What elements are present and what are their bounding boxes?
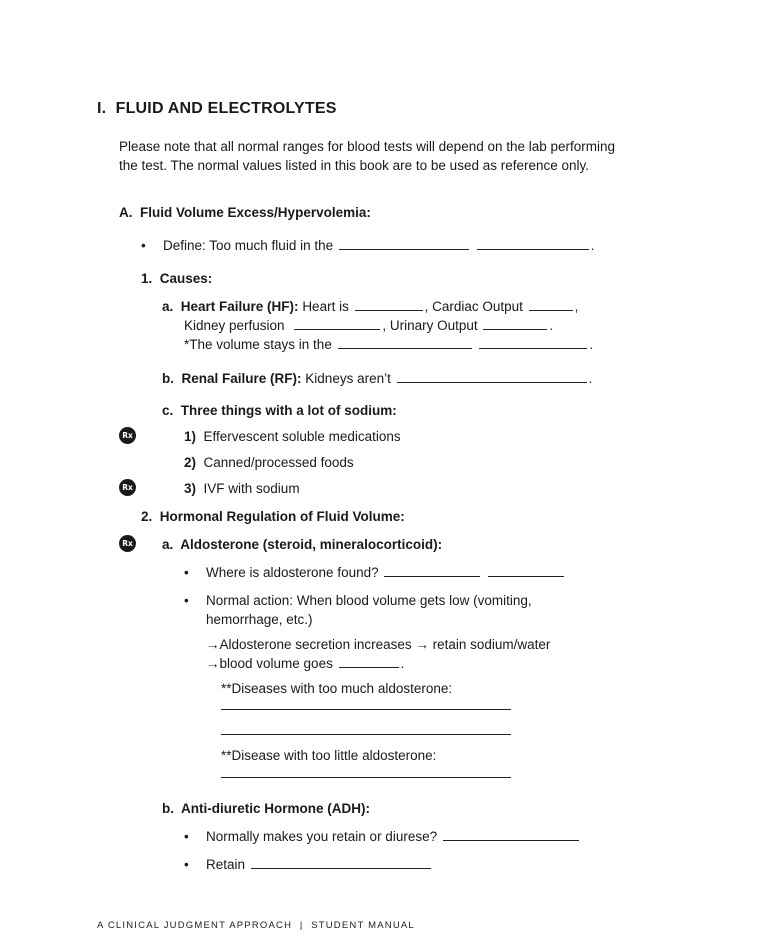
aldo-where-blank-2[interactable] [488,564,564,577]
define-end: . [590,238,595,253]
rf-label: b. [162,371,174,386]
aldo-arrow-1: →Aldosterone secretion increases → retain sodium/water [206,637,551,652]
aldo-too-much: **Diseases with too much aldosterone: [221,681,453,696]
rx-badge-icon: Rx [119,535,136,552]
answer-line[interactable] [221,734,511,735]
adh-retain: Retain [206,857,246,872]
hf-kidney: Kidney perfusion [184,318,285,333]
hf-volume: *The volume stays in the [184,337,332,352]
hf-volume-end: . [589,337,594,352]
rf-title: Renal Failure (RF): [181,371,302,386]
aldo-where-line [184,563,566,582]
adh-retain-blank[interactable] [251,856,431,869]
sodium-item-1 [184,427,401,446]
sodium-label: c. [162,403,174,418]
sodium-item-3 [184,479,300,498]
answer-line[interactable] [221,709,511,710]
sodium-item-number: 3) [184,481,197,496]
sodium-item-2 [184,453,354,472]
aldo-too-little: **Disease with too little aldosterone: [221,748,437,763]
hf-line-2 [184,316,553,335]
hormonal-title: Hormonal Regulation of Fluid Volume: [159,509,405,524]
subsection-a-title: Fluid Volume Excess/Hypervolemia: [140,205,371,220]
adh-heading [162,799,370,818]
rx-badge-icon: Rx [119,479,136,496]
sodium-item-number: 2) [184,455,197,470]
causes-label: 1. [141,271,153,286]
hf-co: , Cardiac Output [424,299,523,314]
bullet: • [184,565,189,580]
aldo-volume-blank[interactable] [339,655,399,668]
hormonal-label: 2. [141,509,153,524]
aldo-normal-line-1 [184,591,532,610]
intro-line-2: the test. The normal values listed in this book are to be used as reference only. [119,158,590,173]
section-heading [97,100,337,118]
page-footer [97,920,415,931]
aldo-heading [162,535,442,554]
footer-left: A CLINICAL JUDGMENT APPROACH [97,920,293,931]
subsection-a-label: A. [119,205,133,220]
sodium-item-text: IVF with sodium [203,481,300,496]
aldo-arrow-2: →blood volume goes [206,656,333,671]
hf-uo-end: . [549,318,554,333]
aldo-arrow-2-line [206,654,404,673]
adh-q-blank[interactable] [443,828,579,841]
aldo-label: a. [162,537,174,552]
hf-title: Heart Failure (HF): [180,299,299,314]
sodium-title: Three things with a lot of sodium: [180,403,397,418]
hf-label: a. [162,299,174,314]
hf-kidney-blank[interactable] [294,317,380,330]
sodium-item-number: 1) [184,429,197,444]
causes-title: Causes: [159,271,213,286]
aldo-arrow-2-end: . [400,656,405,671]
define-text: Define: Too much fluid in the [163,238,334,253]
hf-line-3 [184,335,593,354]
define-blank-2[interactable] [477,237,589,250]
hormonal-heading [141,507,405,526]
answer-line[interactable] [221,777,511,778]
define-blank-1[interactable] [339,237,469,250]
aldo-normal-2: hemorrhage, etc.) [206,612,313,627]
bullet: • [184,829,189,844]
intro-line-1: Please note that all normal ranges for blood tests will depend on the lab performing [119,139,616,154]
hf-heart-blank[interactable] [355,298,423,311]
subsection-a [119,203,371,222]
hf-heart: Heart is [302,299,349,314]
adh-q-line [184,827,581,846]
footer-separator: | [299,920,304,931]
footer-right: STUDENT MANUAL [311,920,415,931]
rf-text: Kidneys aren’t [305,371,391,386]
hf-uo: , Urinary Output [382,318,478,333]
sodium-item-text: Canned/processed foods [203,455,354,470]
section-number: I. [97,100,107,117]
rf-line [162,369,592,388]
adh-q: Normally makes you retain or diurese? [206,829,438,844]
adh-label: b. [162,801,174,816]
rx-badge-icon: Rx [119,427,136,444]
bullet: • [184,593,189,608]
hf-co-blank[interactable] [529,298,573,311]
hf-volume-blank-2[interactable] [479,336,587,349]
hf-volume-blank-1[interactable] [338,336,472,349]
aldo-title: Aldosterone (steroid, mineralocorticoid): [180,537,443,552]
adh-retain-line [184,855,433,874]
adh-title: Anti-diuretic Hormone (ADH): [181,801,371,816]
define-line [141,236,594,255]
rf-end: . [588,371,593,386]
aldo-normal-1: Normal action: When blood volume gets low (vomiting, [206,593,532,608]
section-title: FLUID AND ELECTROLYTES [115,100,337,117]
hf-uo-blank[interactable] [483,317,547,330]
aldo-where: Where is aldosterone found? [206,565,379,580]
sodium-item-text: Effervescent soluble medications [203,429,401,444]
hf-line-1 [162,297,578,316]
bullet: • [141,238,146,253]
bullet: • [184,857,189,872]
causes-heading [141,269,212,288]
hf-co-end: , [574,299,579,314]
sodium-heading [162,401,397,420]
aldo-where-blank-1[interactable] [384,564,480,577]
rf-blank[interactable] [397,370,587,383]
